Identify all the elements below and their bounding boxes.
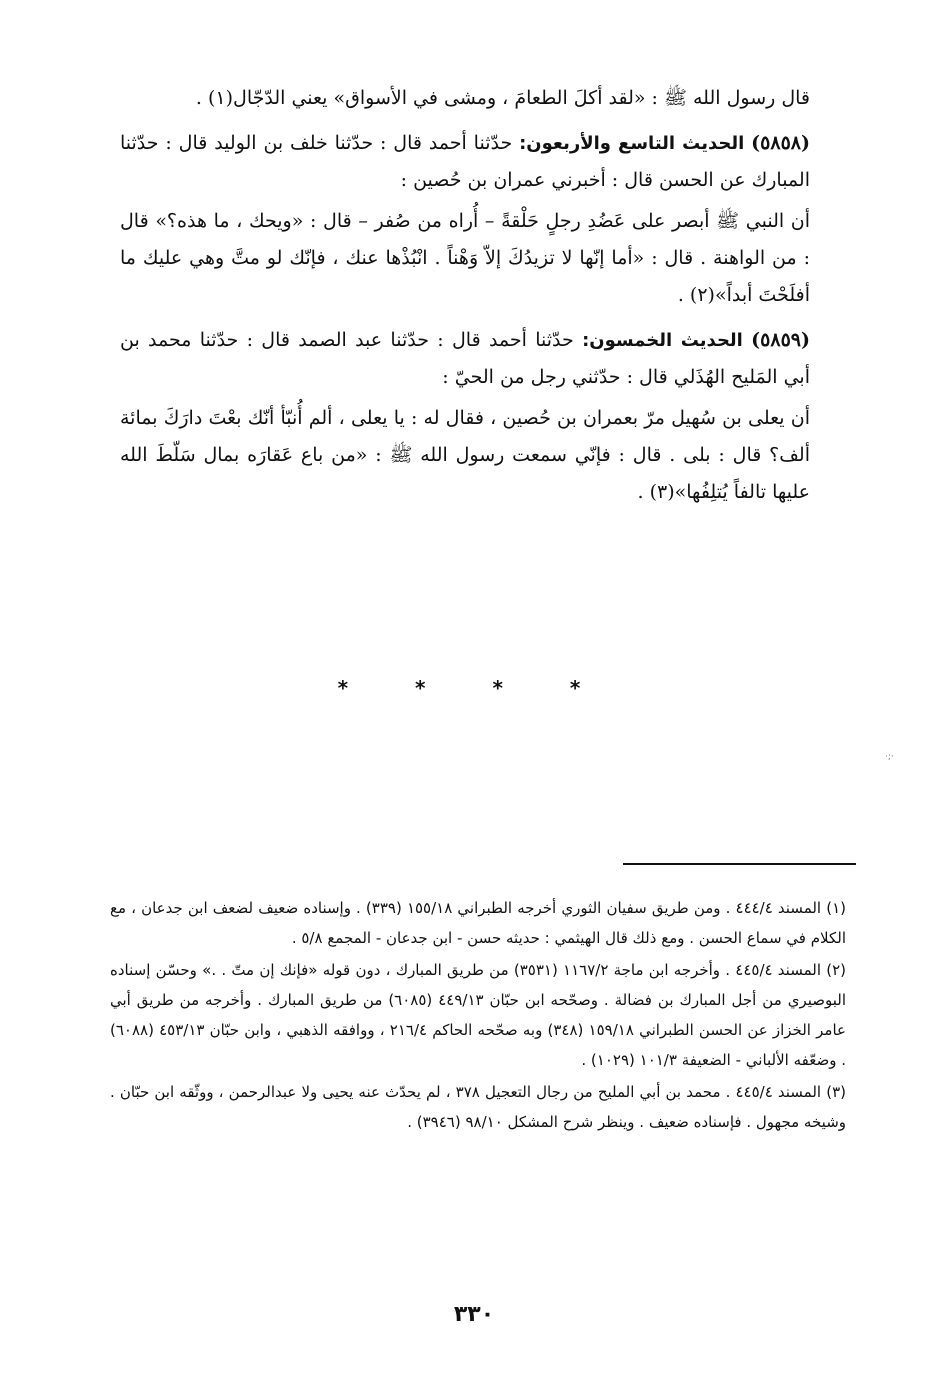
- footnote-1: (١) المسند ٤٤٤/٤ . ومن طريق سفيان الثوري أخرجه الطبراني ١٥٥/١٨ (٣٣٩) . وإسناده ضعيف لضعف ابن جدعان ، مع الكلام في سماع الحسن . ومع ذلك قال الهيثمي : حديثه حسن - ابن جدعان - المجمع ٥/٨ .: [110, 899, 846, 947]
- footnote-3: (٣) المسند ٤٤٥/٤ . محمد بن أبي المليح من رجال التعجيل ٣٧٨ ، لم يحدّث عنه يحيى ولا عبدالرحمن ، ووثّقه ابن حبّان . وشيخه مجهول . فإسناده ضعيف . وينظر شرح المشكل ٩٨/١٠ (٣٩٤٦) .: [110, 1083, 846, 1131]
- hadith-50-label: الحديث الخمسون:: [582, 330, 743, 351]
- hadith-50-matn: أن يعلى بن سُهيل مرّ بعمران بن حُصين ، فقال له : يا يعلى ، ألم أُنبّأ أنّك بعْتَ دارَكَ بمائة ألف؟ قال : بلى . قال : فإنّي سمعت رسول الله ﷺ : «من باع عَقارَه بمال سَلّطَ الله عليها تالفاً يُتلِفُها»(٣) .: [120, 407, 810, 503]
- hadith-50-isnad: حدّثنا أحمد قال : حدّثنا عبد الصمد قال : حدّثنا محمد بن أبي المَليح الهُذَلي قال : حدّثني رجل من الحيّ :: [120, 329, 810, 388]
- hadith-49-header: [120, 125, 810, 199]
- hadith-49-label: الحديث التاسع والأربعون:: [519, 133, 745, 154]
- footnote-divider: [623, 863, 856, 865]
- page-number: ٣٣٠: [453, 1302, 495, 1327]
- intro-paragraph: قال رسول الله ﷺ : «لقد أكلَ الطعامَ ، ومشى في الأسواق» يعني الدّجّال(١) .: [195, 87, 810, 109]
- footnote-2: (٢) المسند ٤٤٥/٤ . وأخرجه ابن ماجة ١١٦٧/٢ (٣٥٣١) من طريق المبارك ، دون قوله «فإنك إن متّ . .» وحسّن إسناده البوصيري من أجل المبارك بن فضالة . وصحّحه ابن حبّان ٤٤٩/١٣ (٦٠٨٥) من طريق المبارك . وأخرجه من طريق أبي عامر الخزاز عن الحسن الطبراني ١٥٩/١٨ (٣٤٨) وبه صحّحه الحاكم ٢١٦/٤ ، ووافقه الذهبي ، وابن حبّان ٤٥٣/١٣ (٦٠٨٨) . وضعّفه الألباني - الضعيفة ١٠١/٣ (١٠٢٩) .: [110, 961, 846, 1069]
- main-text: [120, 80, 810, 511]
- hadith-49-matn: أن النبي ﷺ أبصر على عَضُدِ رجلٍ حَلْقةً – أُراه من صُفر – قال : «ويحك ، ما هذه؟» قال : من الواهنة . قال : «أما إنّها لا تزيدُكَ إلاّ وَهْناً . انْبُذْها عنك ، فإنّك لو متَّ وهي عليك ما أفلَحْتَ أبداً»(٢) .: [120, 210, 811, 306]
- footnotes: [110, 893, 846, 1139]
- hadith-49-number: (٥٨٥٨): [751, 132, 810, 154]
- hadith-50-header: [120, 322, 810, 396]
- scan-speck: ·;·: [885, 752, 894, 762]
- section-separator: * * * *: [337, 676, 611, 700]
- hadith-49-isnad: حدّثنا أحمد قال : حدّثنا خلف بن الوليد قال : حدّثنا المبارك عن الحسن قال : أخبرني عمران بن حُصين :: [120, 132, 810, 191]
- hadith-50-number: (٥٨٥٩): [751, 329, 810, 351]
